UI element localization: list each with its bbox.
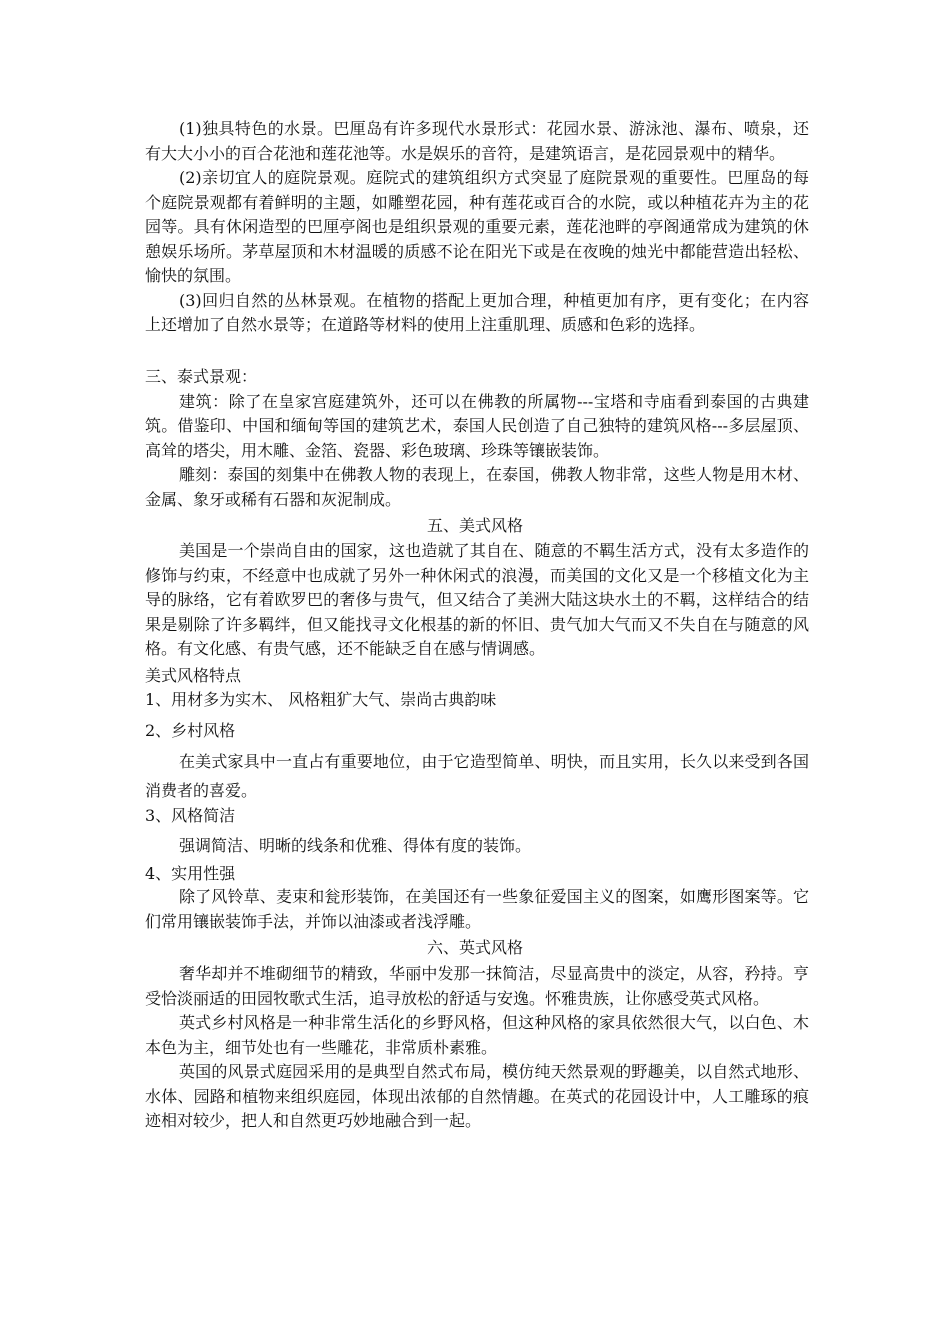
- uk-country-paragraph: 英式乡村风格是一种非常生活化的乡野风格，但这种风格的家具依然很大气，以白色、木本色为主，细节处也有一些雕花，非常质朴素雅。: [145, 1013, 809, 1057]
- us-feature-4-title: 4、实用性强: [145, 864, 236, 883]
- uk-garden-paragraph: 英国的风景式庭园采用的是典型自然式布局，模仿纯天然景观的野趣美，以自然式地形、水体、园路和植物来组织庭园，体现出浓郁的自然情趣。在英式的花园设计中，人工雕琢的痕迹相对较少，把人和自然更巧妙地融合到一起。: [145, 1062, 809, 1130]
- uk-section-title: 六、英式风格: [426, 938, 523, 957]
- us-features-title: 美式风格特点: [145, 666, 242, 685]
- us-feature-1: 1、用材多为实木、 风格粗犷大气、崇尚古典韵味: [145, 690, 497, 709]
- us-intro: [145, 539, 809, 662]
- thai-section: [145, 365, 809, 512]
- us-feature-2-body: 在美式家具中一直占有重要地位，由于它造型简单、明快，而且实用，长久以来受到各国消费者的喜爱。: [145, 752, 809, 800]
- us-feature-3-title: 3、风格简洁: [145, 806, 236, 825]
- us-feature-3-body: 强调简洁、明晰的线条和优雅、得体有度的装饰。: [179, 836, 532, 855]
- us-feature-2-body-block: [145, 747, 809, 805]
- thai-architecture-paragraph: 建筑：除了在皇家宫庭建筑外，还可以在佛教的所属物---宝塔和寺庙看到泰国的古典建筑。借鉴印、中国和缅甸等国的建筑艺术，泰国人民创造了自己独特的建筑风格---多层屋顶、高耸的塔尖，用木雕、金箔、瓷器、彩色玻璃、珍珠等镶嵌装饰。: [145, 391, 809, 460]
- us-feature-4-body: 除了风铃草、麦束和瓮形装饰，在美国还有一些象征爱国主义的图案，如鹰形图案等。它们常用镶嵌装饰手法，并饰以油漆或者浅浮雕。: [145, 887, 809, 931]
- us-feature-2-title: 2、乡村风格: [145, 721, 236, 740]
- bali-jungle-paragraph: (3)回归自然的丛林景观。在植物的搭配上更加合理，种植更加有序，更有变化；在内容上还增加了自然水景等；在道路等材料的使用上注重肌理、质感和色彩的选择。: [145, 290, 809, 334]
- us-feature-3-body-block: [145, 834, 809, 859]
- bali-courtyard-paragraph: (2)亲切宜人的庭院景观。庭院式的建筑组织方式突显了庭院景观的重要性。巴厘岛的每个庭院景观都有着鲜明的主题，如雕塑花园，种有莲花或百合的水院，或以种植花卉为主的花园等。具有休闲造型的巴厘亭阁也是组织景观的重要元素，莲花池畔的亭阁通常成为建筑的休憩娱乐场所。茅草屋顶和木材温暖的质感不论在阳光下或是在夜晚的烛光中都能营造出轻松、愉快的氛围。: [145, 168, 809, 285]
- thai-section-title: 三、泰式景观：: [145, 367, 258, 386]
- bali-section: [145, 117, 809, 338]
- bali-water-paragraph: (1)独具特色的水景。巴厘岛有许多现代水景形式：花园水景、游泳池、瀑布、喷泉，还有大大小小的百合花池和莲花池等。水是娱乐的音符，是建筑语言，是花园景观中的精华。: [145, 119, 809, 163]
- uk-section: [145, 962, 809, 1134]
- us-intro-paragraph: 美国是一个崇尚自由的国家，这也造就了其自在、随意的不羁生活方式，没有太多造作的修饰与约束，不经意中也成就了另外一种休闲式的浪漫，而美国的文化又是一个移植文化为主导的脉络，它有着欧罗巴的奢侈与贵气，但又结合了美洲大陆这块水土的不羁，这样结合的结果是剔除了许多羁绊，但又能找寻文化根基的新的怀旧、贵气加大气而又不失自在与随意的风格。有文化感、有贵气感，还不能缺乏自在感与情调感。: [145, 541, 809, 658]
- uk-luxury-paragraph: 奢华却并不堆砌细节的精致，华丽中发那一抹简洁，尽显高贵中的淡定，从容，矜持。亨受恰淡丽适的田园牧歌式生活，追寻放松的舒适与安逸。怀雅贵族，让你感受英式风格。: [145, 964, 809, 1008]
- thai-sculpture-paragraph: 雕刻：泰国的刻集中在佛教人物的表现上，在泰国，佛教人物非常，这些人物是用木材、金属、象牙或稀有石器和灰泥制成。: [145, 465, 809, 509]
- us-section-title: 五、美式风格: [426, 516, 523, 535]
- us-feature-4-body-block: [145, 885, 809, 934]
